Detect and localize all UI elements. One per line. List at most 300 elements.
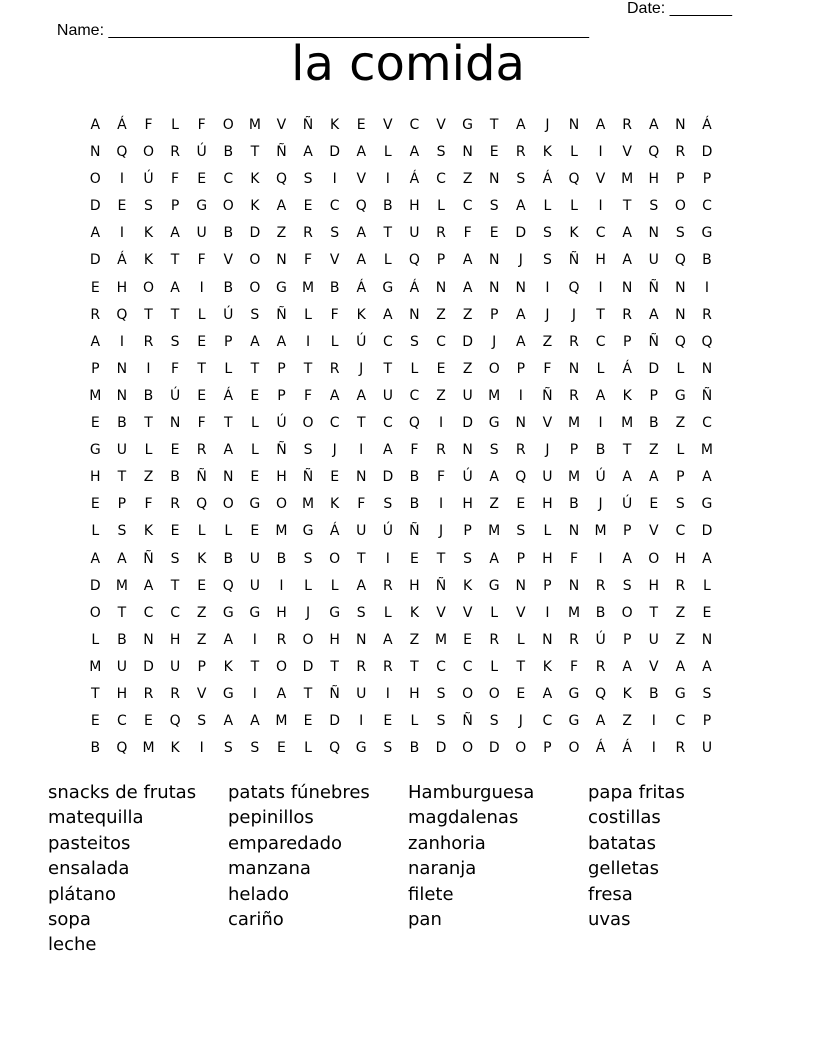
- grid-letter: Z: [622, 713, 632, 730]
- word-bank-item: manzana: [228, 858, 311, 880]
- grid-letter: G: [249, 604, 261, 621]
- grid-letter: H: [409, 198, 420, 215]
- grid-letter: O: [222, 496, 234, 513]
- grid-letter: Á: [409, 279, 420, 296]
- grid-letter: Ñ: [302, 117, 314, 133]
- grid-letter: Á: [595, 740, 606, 757]
- grid-letter: A: [303, 144, 313, 161]
- grid-letter: H: [90, 469, 101, 486]
- grid-letter: O: [142, 144, 154, 161]
- grid-letter: M: [89, 387, 102, 404]
- grid-letter: J: [438, 523, 444, 540]
- grid-letter: N: [701, 360, 713, 377]
- grid-letter: Á: [117, 252, 127, 269]
- grid-letter: I: [119, 225, 124, 242]
- grid-letter: S: [542, 252, 552, 269]
- word-bank-item: pan: [408, 908, 442, 930]
- grid-letter: O: [488, 685, 500, 702]
- grid-letter: S: [383, 496, 393, 513]
- grid-letter: D: [462, 415, 473, 432]
- grid-letter: R: [436, 442, 446, 459]
- grid-letter: S: [250, 306, 260, 323]
- grid-letter: L: [703, 577, 711, 594]
- word-bank-item: gelletas: [588, 858, 660, 880]
- grid-letter: T: [170, 577, 180, 594]
- grid-letter: V: [462, 604, 473, 621]
- grid-letter: Q: [408, 415, 420, 432]
- grid-letter: M: [700, 442, 713, 459]
- grid-letter: L: [570, 144, 578, 161]
- grid-letter: A: [383, 631, 393, 648]
- grid-letter: S: [197, 713, 207, 730]
- grid-letter: N: [515, 415, 527, 432]
- grid-letter: J: [332, 442, 337, 459]
- grid-letter: V: [436, 604, 446, 621]
- grid-letter: A: [702, 658, 712, 675]
- grid-letter: H: [542, 496, 553, 513]
- grid-letter: P: [622, 333, 632, 350]
- grid-letter: N: [621, 279, 633, 296]
- word-bank-item: matequilla: [48, 807, 144, 829]
- grid-letter: F: [197, 415, 206, 432]
- grid-letter: U: [701, 740, 713, 757]
- grid-letter: M: [115, 577, 128, 594]
- grid-letter: E: [463, 631, 473, 648]
- grid-letter: Z: [489, 496, 499, 513]
- grid-letter: B: [702, 252, 712, 269]
- grid-letter: N: [675, 117, 686, 133]
- grid-letter: Ñ: [276, 442, 287, 459]
- grid-letter: A: [595, 117, 606, 133]
- grid-letter: B: [329, 279, 340, 296]
- grid-letter: K: [170, 740, 180, 757]
- grid-letter: A: [542, 685, 553, 702]
- grid-letter: Ú: [595, 631, 606, 648]
- grid-letter: G: [276, 279, 287, 296]
- grid-letter: H: [542, 550, 553, 567]
- grid-letter: T: [303, 685, 313, 702]
- grid-letter: V: [648, 658, 659, 675]
- word-bank-item: sopa: [48, 908, 91, 930]
- grid-letter: E: [516, 685, 526, 702]
- grid-letter: Q: [222, 577, 234, 594]
- grid-letter: Q: [595, 685, 607, 702]
- grid-letter: Ú: [143, 171, 154, 188]
- grid-letter: P: [436, 252, 446, 269]
- page-title: la comida: [291, 36, 525, 92]
- grid-letter: E: [197, 387, 207, 404]
- grid-letter: H: [409, 685, 420, 702]
- grid-letter: D: [89, 198, 101, 215]
- grid-letter: S: [170, 333, 180, 350]
- grid-letter: J: [518, 713, 523, 730]
- grid-letter: I: [119, 171, 124, 188]
- grid-letter: T: [250, 144, 260, 161]
- grid-letter: F: [410, 442, 419, 459]
- grid-letter: K: [542, 658, 552, 675]
- grid-letter: A: [356, 252, 367, 269]
- grid-letter: O: [302, 631, 314, 648]
- grid-letter: A: [356, 387, 367, 404]
- grid-letter: G: [488, 415, 500, 432]
- grid-letter: R: [515, 144, 526, 161]
- letter-grid: [82, 112, 720, 762]
- grid-letter: V: [196, 685, 207, 702]
- grid-letter: Ñ: [701, 387, 713, 404]
- grid-letter: K: [143, 523, 154, 540]
- grid-letter: G: [701, 496, 713, 513]
- grid-letter: G: [382, 279, 394, 296]
- grid-letter: I: [598, 198, 603, 215]
- grid-letter: G: [249, 496, 261, 513]
- word-bank-item: helado: [228, 883, 289, 905]
- grid-letter: A: [675, 658, 686, 675]
- grid-letter: R: [143, 333, 154, 350]
- grid-letter: Z: [675, 604, 686, 621]
- grid-letter: A: [90, 333, 101, 350]
- grid-letter: T: [223, 415, 233, 432]
- grid-letter: R: [329, 360, 340, 377]
- grid-letter: B: [409, 469, 420, 486]
- grid-letter: A: [117, 550, 127, 567]
- grid-letter: I: [252, 685, 257, 702]
- grid-letter: C: [117, 713, 127, 730]
- grid-letter: O: [515, 740, 527, 757]
- word-bank-item: emparedado: [228, 832, 343, 854]
- grid-letter: O: [568, 740, 580, 757]
- grid-letter: N: [515, 577, 527, 594]
- grid-letter: R: [196, 442, 207, 459]
- grid-letter: S: [223, 740, 233, 757]
- grid-letter: I: [119, 333, 124, 350]
- grid-letter: I: [252, 631, 257, 648]
- grid-letter: A: [489, 469, 499, 486]
- grid-letter: A: [516, 117, 526, 133]
- grid-letter: S: [463, 550, 473, 567]
- grid-letter: F: [330, 306, 339, 323]
- grid-letter: F: [463, 225, 472, 242]
- grid-letter: L: [570, 198, 578, 215]
- grid-letter: A: [622, 469, 632, 486]
- grid-letter: V: [383, 117, 393, 133]
- word-bank-item: plátano: [48, 883, 116, 905]
- grid-letter: Q: [169, 713, 181, 730]
- grid-letter: B: [409, 740, 420, 757]
- grid-letter: Z: [276, 225, 287, 242]
- grid-letter: R: [170, 496, 180, 513]
- grid-letter: K: [463, 577, 473, 594]
- grid-letter: G: [329, 604, 341, 621]
- grid-letter: Ñ: [435, 577, 447, 594]
- grid-letter: T: [383, 225, 393, 242]
- grid-letter: C: [462, 658, 473, 675]
- grid-letter: P: [463, 523, 472, 540]
- grid-letter: U: [409, 225, 420, 242]
- name-field-label: Name: ______________________________________________________: [56, 22, 589, 39]
- grid-letter: B: [276, 550, 287, 567]
- grid-letter: R: [622, 306, 633, 323]
- grid-letter: K: [197, 550, 207, 567]
- grid-letter: A: [409, 144, 420, 161]
- grid-letter: K: [622, 685, 632, 702]
- grid-letter: N: [355, 469, 367, 486]
- grid-letter: T: [170, 252, 180, 269]
- grid-letter: M: [621, 415, 634, 432]
- grid-letter: L: [304, 740, 312, 757]
- grid-letter: L: [304, 577, 312, 594]
- grid-letter: R: [276, 631, 287, 648]
- grid-letter: K: [250, 171, 260, 188]
- grid-letter: A: [622, 550, 632, 567]
- grid-letter: V: [223, 252, 234, 269]
- grid-letter: H: [462, 496, 473, 513]
- grid-letter: E: [90, 279, 100, 296]
- grid-letter: E: [197, 577, 207, 594]
- grid-letter: Ú: [356, 333, 367, 350]
- grid-letter: U: [542, 469, 553, 486]
- grid-letter: L: [516, 631, 525, 648]
- grid-letter: N: [355, 631, 367, 648]
- grid-letter: Ñ: [648, 333, 659, 350]
- grid-letter: V: [622, 144, 632, 161]
- grid-letter: J: [359, 360, 364, 377]
- grid-letter: R: [90, 306, 101, 323]
- grid-letter: L: [250, 442, 259, 459]
- grid-letter: G: [568, 713, 580, 730]
- grid-letter: Ñ: [409, 523, 420, 540]
- grid-letter: M: [302, 279, 315, 296]
- grid-letter: O: [142, 279, 154, 296]
- grid-letter: Z: [648, 442, 659, 459]
- grid-letter: R: [569, 333, 579, 350]
- grid-letter: K: [569, 225, 579, 242]
- grid-letter: I: [385, 171, 390, 188]
- grid-letter: D: [382, 469, 394, 486]
- grid-letter: Q: [701, 333, 713, 350]
- grid-letter: M: [488, 523, 501, 540]
- grid-letter: L: [197, 306, 206, 323]
- grid-letter: F: [144, 117, 153, 133]
- grid-letter: I: [359, 713, 364, 730]
- grid-letter: E: [436, 360, 446, 377]
- grid-letter: P: [117, 496, 127, 513]
- grid-letter: C: [675, 713, 686, 730]
- grid-letter: Ú: [595, 469, 606, 486]
- grid-letter: A: [462, 279, 473, 296]
- grid-letter: V: [648, 523, 659, 540]
- grid-letter: N: [675, 306, 686, 323]
- grid-letter: E: [144, 713, 153, 730]
- word-bank-item: batatas: [588, 832, 657, 854]
- grid-letter: J: [545, 306, 550, 323]
- grid-letter: H: [169, 631, 181, 648]
- grid-letter: S: [170, 550, 180, 567]
- grid-letter: R: [382, 577, 393, 594]
- grid-letter: A: [90, 225, 101, 242]
- grid-letter: H: [595, 252, 606, 269]
- grid-letter: U: [116, 442, 128, 459]
- grid-letter: S: [356, 604, 366, 621]
- grid-letter: E: [356, 117, 366, 133]
- grid-letter: Á: [356, 279, 367, 296]
- grid-letter: C: [382, 333, 393, 350]
- grid-letter: A: [356, 225, 367, 242]
- grid-letter: B: [595, 442, 606, 459]
- word-bank-item: magdalenas: [408, 807, 519, 829]
- grid-letter: O: [222, 198, 234, 215]
- grid-letter: T: [383, 360, 393, 377]
- grid-letter: Z: [196, 631, 207, 648]
- grid-letter: Z: [675, 631, 686, 648]
- grid-letter: N: [488, 171, 500, 188]
- grid-letter: B: [569, 496, 579, 513]
- grid-letter: Ñ: [143, 550, 154, 567]
- grid-letter: P: [516, 360, 526, 377]
- grid-letter: H: [116, 279, 128, 296]
- word-bank-item: snacks de frutas: [48, 782, 197, 803]
- grid-letter: U: [462, 387, 473, 404]
- grid-letter: A: [648, 117, 659, 133]
- grid-letter: U: [382, 387, 393, 404]
- grid-letter: A: [250, 713, 260, 730]
- grid-letter: V: [595, 171, 606, 188]
- grid-letter: A: [702, 550, 712, 567]
- grid-letter: Á: [117, 117, 127, 133]
- grid-letter: S: [303, 550, 313, 567]
- grid-letter: A: [383, 442, 393, 459]
- grid-letter: A: [622, 658, 632, 675]
- grid-letter: D: [329, 144, 341, 161]
- grid-letter: L: [490, 658, 499, 675]
- grid-letter: C: [409, 387, 420, 404]
- grid-letter: D: [302, 658, 314, 675]
- grid-letter: Z: [675, 415, 686, 432]
- grid-letter: M: [275, 713, 288, 730]
- grid-letter: S: [436, 144, 446, 161]
- grid-letter: Z: [462, 171, 473, 188]
- grid-letter: D: [462, 333, 473, 350]
- grid-letter: L: [676, 360, 685, 377]
- grid-letter: Ú: [462, 469, 473, 486]
- grid-letter: O: [302, 415, 314, 432]
- grid-letter: V: [436, 117, 446, 133]
- grid-letter: T: [330, 658, 339, 675]
- grid-letter: S: [303, 442, 313, 459]
- grid-letter: Z: [542, 333, 553, 350]
- grid-letter: Á: [409, 171, 420, 188]
- header: [48, 0, 768, 39]
- grid-letter: G: [222, 685, 234, 702]
- grid-letter: T: [516, 658, 526, 675]
- grid-letter: L: [676, 442, 685, 459]
- grid-letter: J: [305, 604, 311, 621]
- grid-letter: C: [702, 415, 712, 432]
- grid-letter: E: [516, 496, 526, 513]
- grid-letter: Z: [462, 360, 473, 377]
- grid-letter: B: [90, 740, 101, 757]
- grid-letter: T: [250, 658, 260, 675]
- grid-letter: P: [543, 577, 552, 594]
- grid-letter: Ú: [169, 387, 181, 404]
- grid-letter: C: [675, 523, 686, 540]
- grid-letter: K: [356, 306, 366, 323]
- grid-letter: L: [304, 306, 312, 323]
- grid-letter: L: [330, 577, 339, 594]
- grid-letter: R: [143, 685, 154, 702]
- grid-letter: S: [117, 523, 127, 540]
- grid-letter: P: [543, 740, 552, 757]
- grid-letter: G: [488, 577, 500, 594]
- grid-letter: E: [197, 171, 207, 188]
- grid-letter: D: [435, 740, 447, 757]
- grid-letter: K: [542, 144, 552, 161]
- grid-letter: J: [492, 333, 497, 350]
- grid-letter: Ú: [223, 306, 234, 323]
- grid-letter: B: [595, 604, 606, 621]
- grid-letter: C: [329, 198, 340, 215]
- grid-letter: O: [249, 279, 261, 296]
- grid-letter: Á: [622, 740, 632, 757]
- grid-letter: V: [542, 415, 553, 432]
- grid-letter: H: [329, 631, 340, 648]
- grid-letter: A: [516, 198, 526, 215]
- grid-letter: D: [701, 523, 713, 540]
- grid-letter: K: [330, 117, 340, 133]
- grid-letter: O: [249, 252, 261, 269]
- grid-letter: I: [146, 360, 151, 377]
- grid-letter: H: [648, 577, 660, 594]
- grid-letter: E: [489, 225, 499, 242]
- grid-letter: T: [436, 550, 446, 567]
- grid-letter: A: [250, 333, 260, 350]
- grid-letter: E: [702, 604, 712, 621]
- grid-letter: K: [409, 604, 420, 621]
- grid-letter: Q: [355, 198, 367, 215]
- grid-letter: M: [567, 469, 581, 486]
- grid-letter: F: [304, 387, 313, 404]
- grid-letter: G: [568, 685, 580, 702]
- grid-letter: T: [410, 658, 419, 675]
- word-bank-item: patats fúnebres: [228, 782, 370, 803]
- grid-letter: B: [409, 496, 420, 513]
- grid-letter: E: [383, 713, 393, 730]
- word-bank: [48, 780, 768, 958]
- grid-letter: T: [356, 415, 366, 432]
- grid-letter: U: [116, 658, 128, 675]
- grid-letter: F: [569, 658, 579, 675]
- grid-letter: O: [222, 117, 234, 133]
- grid-letter: P: [91, 360, 100, 377]
- word-bank-item: pasteitos: [48, 832, 131, 854]
- grid-letter: L: [410, 713, 419, 730]
- grid-letter: R: [595, 658, 606, 675]
- grid-letter: K: [143, 252, 154, 269]
- grid-letter: S: [489, 198, 499, 215]
- word-bank-item: ensalada: [48, 858, 130, 880]
- grid-letter: E: [90, 713, 100, 730]
- grid-letter: P: [516, 550, 526, 567]
- grid-letter: M: [488, 387, 501, 404]
- grid-letter: U: [648, 631, 659, 648]
- grid-letter: H: [409, 577, 420, 594]
- grid-letter: N: [701, 631, 713, 648]
- grid-letter: A: [223, 442, 234, 459]
- grid-letter: F: [569, 550, 579, 567]
- grid-letter: A: [329, 387, 340, 404]
- grid-letter: L: [250, 415, 259, 432]
- grid-letter: F: [171, 360, 180, 377]
- grid-letter: I: [598, 279, 603, 296]
